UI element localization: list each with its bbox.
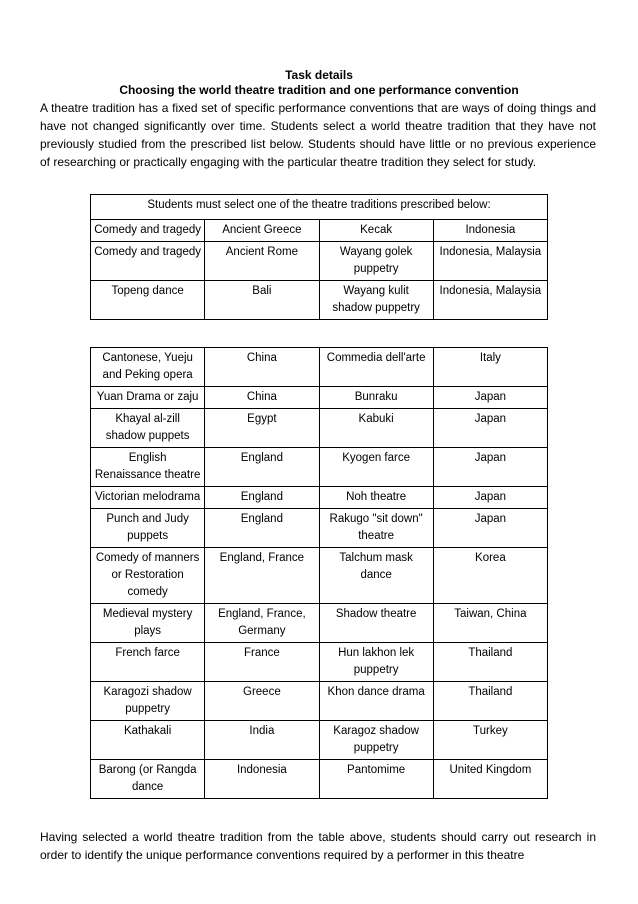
table-row xyxy=(91,548,548,604)
tradition-cell: Kecak xyxy=(319,220,433,242)
table-row xyxy=(91,220,548,242)
country-cell: Taiwan, China xyxy=(433,604,547,643)
country-cell: United Kingdom xyxy=(433,760,547,799)
tradition-cell: Kabuki xyxy=(319,409,433,448)
tradition-cell: Cantonese, Yueju and Peking opera xyxy=(91,348,205,387)
tradition-cell: Talchum mask dance xyxy=(319,548,433,604)
tradition-cell: Rakugo "sit down" theatre xyxy=(319,509,433,548)
table-header-cell: Students must select one of the theatre traditions prescribed below: xyxy=(91,195,548,220)
table-row xyxy=(91,643,548,682)
tradition-cell: Comedy of manners or Restoration comedy xyxy=(91,548,205,604)
country-cell: China xyxy=(205,348,319,387)
tradition-cell: Wayang kulit shadow puppetry xyxy=(319,281,433,320)
country-cell: Turkey xyxy=(433,721,547,760)
table-row xyxy=(91,604,548,643)
country-cell: Japan xyxy=(433,509,547,548)
traditions-table-2 xyxy=(90,347,548,799)
country-cell: Japan xyxy=(433,448,547,487)
table-header-row xyxy=(91,195,548,220)
country-cell: China xyxy=(205,387,319,409)
tradition-cell: Comedy and tragedy xyxy=(91,220,205,242)
table-row xyxy=(91,682,548,721)
country-cell: Italy xyxy=(433,348,547,387)
country-cell: Indonesia xyxy=(433,220,547,242)
tradition-cell: Medieval mystery plays xyxy=(91,604,205,643)
country-cell: Korea xyxy=(433,548,547,604)
country-cell: Indonesia xyxy=(205,760,319,799)
tradition-cell: Commedia dell'arte xyxy=(319,348,433,387)
tradition-cell: Hun lakhon lek puppetry xyxy=(319,643,433,682)
traditions-table-1 xyxy=(90,194,548,320)
country-cell: Japan xyxy=(433,409,547,448)
tradition-cell: Victorian melodrama xyxy=(91,487,205,509)
tradition-cell: Topeng dance xyxy=(91,281,205,320)
country-cell: Ancient Rome xyxy=(205,242,319,281)
country-cell: Ancient Greece xyxy=(205,220,319,242)
table-row xyxy=(91,242,548,281)
tradition-cell: Noh theatre xyxy=(319,487,433,509)
table-row xyxy=(91,721,548,760)
country-cell: England xyxy=(205,448,319,487)
country-cell: Indonesia, Malaysia xyxy=(433,281,547,320)
country-cell: India xyxy=(205,721,319,760)
tradition-cell: Bunraku xyxy=(319,387,433,409)
tradition-cell: Kathakali xyxy=(91,721,205,760)
country-cell: France xyxy=(205,643,319,682)
outro-paragraph: Having selected a world theatre tradition from the table above, students should carry out research in order to identify the unique performance conventions required by a performer in this theatre xyxy=(40,830,596,862)
tradition-cell: Punch and Judy puppets xyxy=(91,509,205,548)
tradition-cell: Shadow theatre xyxy=(319,604,433,643)
task-subheading: Choosing the world theatre tradition and one performance convention xyxy=(119,83,519,97)
table-row xyxy=(91,348,548,387)
table-row xyxy=(91,509,548,548)
tradition-cell: French farce xyxy=(91,643,205,682)
tradition-cell: Karagoz shadow puppetry xyxy=(319,721,433,760)
country-cell: England, France xyxy=(205,548,319,604)
country-cell: Japan xyxy=(433,387,547,409)
country-cell: Bali xyxy=(205,281,319,320)
task-details-heading: Task details xyxy=(285,68,353,82)
table-row xyxy=(91,281,548,320)
country-cell: Egypt xyxy=(205,409,319,448)
country-cell: Thailand xyxy=(433,643,547,682)
tradition-cell: Pantomime xyxy=(319,760,433,799)
country-cell: Thailand xyxy=(433,682,547,721)
table-row xyxy=(91,487,548,509)
country-cell: England xyxy=(205,487,319,509)
tradition-cell: Karagozi shadow puppetry xyxy=(91,682,205,721)
table-row xyxy=(91,448,548,487)
table-row xyxy=(91,409,548,448)
country-cell: England xyxy=(205,509,319,548)
tradition-cell: Khayal al-zill shadow puppets xyxy=(91,409,205,448)
tradition-cell: Barong (or Rangda dance xyxy=(91,760,205,799)
intro-paragraph: A theatre tradition has a fixed set of specific performance conventions that are ways of doing things and have not changed significantly over time. Students select a world theatre tradition that they have not previously studied from the prescribed list below. Students should have little or no previous experience of researching or practically engaging with the particular theatre tradition they select for study. xyxy=(40,101,596,169)
tradition-cell: Wayang golek puppetry xyxy=(319,242,433,281)
tradition-cell: Khon dance drama xyxy=(319,682,433,721)
country-cell: Greece xyxy=(205,682,319,721)
country-cell: Japan xyxy=(433,487,547,509)
tradition-cell: English Renaissance theatre xyxy=(91,448,205,487)
table-row xyxy=(91,387,548,409)
table-row xyxy=(91,760,548,799)
tradition-cell: Comedy and tragedy xyxy=(91,242,205,281)
country-cell: Indonesia, Malaysia xyxy=(433,242,547,281)
tradition-cell: Yuan Drama or zaju xyxy=(91,387,205,409)
country-cell: England, France, Germany xyxy=(205,604,319,643)
tradition-cell: Kyogen farce xyxy=(319,448,433,487)
